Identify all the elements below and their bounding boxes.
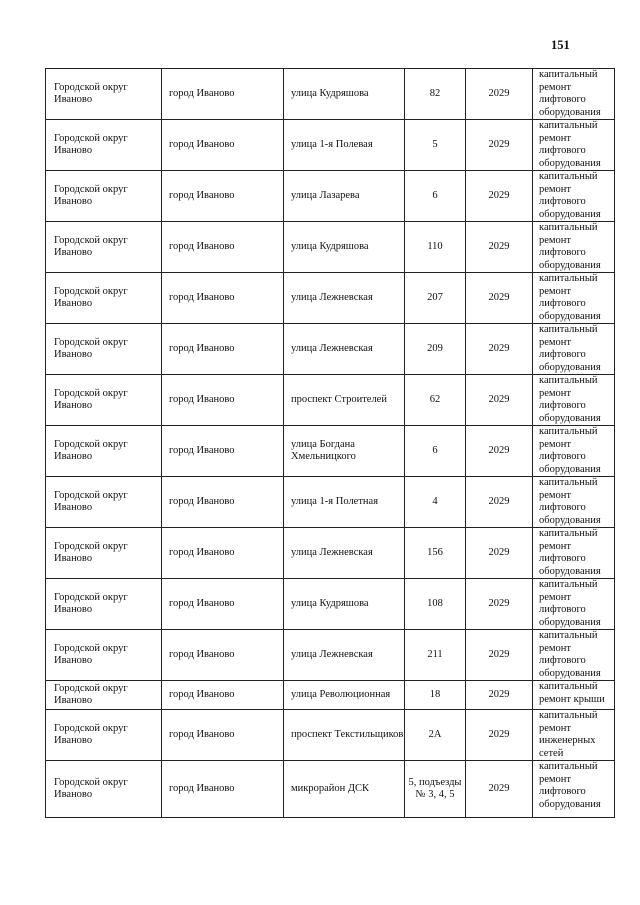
cell-street: улица Кудряшова	[284, 69, 405, 120]
cell-work-type: капитальный ремонт лифтового оборудования	[533, 528, 615, 579]
cell-work-type: капитальный ремонт лифтового оборудования	[533, 324, 615, 375]
cell-year: 2029	[466, 120, 533, 171]
cell-work-type: капитальный ремонт лифтового оборудования	[533, 579, 615, 630]
cell-year: 2029	[466, 761, 533, 818]
table-row	[46, 120, 615, 171]
cell-work-type: капитальный ремонт лифтового оборудования	[533, 171, 615, 222]
cell-settlement: город Иваново	[162, 477, 284, 528]
cell-settlement: город Иваново	[162, 375, 284, 426]
cell-settlement: город Иваново	[162, 630, 284, 681]
table-row	[46, 171, 615, 222]
cell-year: 2029	[466, 681, 533, 710]
cell-house-number: 5	[405, 120, 466, 171]
cell-municipal-district: Городской округ Иваново	[46, 426, 162, 477]
table-row	[46, 681, 615, 710]
cell-street: проспект Текстильщиков	[284, 710, 405, 761]
cell-year: 2029	[466, 273, 533, 324]
table-row	[46, 324, 615, 375]
table-row	[46, 222, 615, 273]
cell-house-number: 108	[405, 579, 466, 630]
cell-year: 2029	[466, 477, 533, 528]
table-row	[46, 426, 615, 477]
cell-work-type: капитальный ремонт лифтового оборудования	[533, 477, 615, 528]
cell-year: 2029	[466, 579, 533, 630]
cell-house-number: 6	[405, 426, 466, 477]
cell-street: улица Лежневская	[284, 630, 405, 681]
cell-municipal-district: Городской округ Иваново	[46, 222, 162, 273]
table-row	[46, 273, 615, 324]
cell-street: улица Богдана Хмельницкого	[284, 426, 405, 477]
cell-settlement: город Иваново	[162, 710, 284, 761]
cell-settlement: город Иваново	[162, 426, 284, 477]
cell-work-type: капитальный ремонт лифтового оборудования	[533, 222, 615, 273]
cell-settlement: город Иваново	[162, 579, 284, 630]
page-number: 151	[551, 38, 570, 52]
cell-house-number: 156	[405, 528, 466, 579]
cell-street: улица Лежневская	[284, 324, 405, 375]
table-row	[46, 528, 615, 579]
cell-house-number: 207	[405, 273, 466, 324]
table-body	[46, 69, 615, 818]
cell-street: улица Революционная	[284, 681, 405, 710]
cell-municipal-district: Городской округ Иваново	[46, 69, 162, 120]
table-row	[46, 69, 615, 120]
cell-settlement: город Иваново	[162, 681, 284, 710]
cell-year: 2029	[466, 630, 533, 681]
cell-settlement: город Иваново	[162, 324, 284, 375]
cell-settlement: город Иваново	[162, 69, 284, 120]
cell-municipal-district: Городской округ Иваново	[46, 324, 162, 375]
cell-settlement: город Иваново	[162, 222, 284, 273]
cell-year: 2029	[466, 528, 533, 579]
cell-work-type: капитальный ремонт лифтового оборудования	[533, 761, 615, 818]
table-row	[46, 579, 615, 630]
cell-work-type: капитальный ремонт лифтового оборудования	[533, 273, 615, 324]
cell-municipal-district: Городской округ Иваново	[46, 171, 162, 222]
cell-settlement: город Иваново	[162, 273, 284, 324]
cell-work-type: капитальный ремонт лифтового оборудования	[533, 426, 615, 477]
cell-year: 2029	[466, 222, 533, 273]
cell-work-type: капитальный ремонт лифтового оборудования	[533, 375, 615, 426]
cell-municipal-district: Городской округ Иваново	[46, 579, 162, 630]
cell-street: улица 1-я Полевая	[284, 120, 405, 171]
cell-street: улица Лазарева	[284, 171, 405, 222]
cell-settlement: город Иваново	[162, 528, 284, 579]
cell-house-number: 110	[405, 222, 466, 273]
cell-work-type: капитальный ремонт лифтового оборудования	[533, 120, 615, 171]
cell-municipal-district: Городской округ Иваново	[46, 120, 162, 171]
cell-house-number: 6	[405, 171, 466, 222]
cell-municipal-district: Городской округ Иваново	[46, 681, 162, 710]
cell-street: улица Лежневская	[284, 273, 405, 324]
cell-year: 2029	[466, 69, 533, 120]
cell-work-type: капитальный ремонт крыши	[533, 681, 615, 710]
cell-municipal-district: Городской округ Иваново	[46, 528, 162, 579]
cell-work-type: капитальный ремонт лифтового оборудования	[533, 630, 615, 681]
cell-street: улица Кудряшова	[284, 222, 405, 273]
cell-street: улица Лежневская	[284, 528, 405, 579]
cell-year: 2029	[466, 375, 533, 426]
cell-year: 2029	[466, 426, 533, 477]
cell-work-type: капитальный ремонт лифтового оборудования	[533, 69, 615, 120]
table-row	[46, 761, 615, 818]
cell-street: проспект Строителей	[284, 375, 405, 426]
cell-work-type: капитальный ремонт инженерных сетей	[533, 710, 615, 761]
cell-municipal-district: Городской округ Иваново	[46, 477, 162, 528]
cell-house-number: 211	[405, 630, 466, 681]
cell-municipal-district: Городской округ Иваново	[46, 710, 162, 761]
cell-municipal-district: Городской округ Иваново	[46, 630, 162, 681]
cell-municipal-district: Городской округ Иваново	[46, 375, 162, 426]
cell-settlement: город Иваново	[162, 171, 284, 222]
cell-house-number: 2А	[405, 710, 466, 761]
table-row	[46, 375, 615, 426]
cell-settlement: город Иваново	[162, 120, 284, 171]
cell-house-number: 62	[405, 375, 466, 426]
cell-house-number: 82	[405, 69, 466, 120]
cell-year: 2029	[466, 710, 533, 761]
cell-house-number: 5, подъезды № 3, 4, 5	[405, 761, 466, 818]
cell-house-number: 209	[405, 324, 466, 375]
table-row	[46, 710, 615, 761]
cell-street: микрорайон ДСК	[284, 761, 405, 818]
table-row	[46, 477, 615, 528]
cell-year: 2029	[466, 171, 533, 222]
repair-schedule-table	[45, 68, 615, 818]
cell-year: 2029	[466, 324, 533, 375]
cell-street: улица 1-я Полетная	[284, 477, 405, 528]
table-row	[46, 630, 615, 681]
cell-settlement: город Иваново	[162, 761, 284, 818]
cell-street: улица Кудряшова	[284, 579, 405, 630]
cell-house-number: 18	[405, 681, 466, 710]
cell-municipal-district: Городской округ Иваново	[46, 273, 162, 324]
cell-municipal-district: Городской округ Иваново	[46, 761, 162, 818]
cell-house-number: 4	[405, 477, 466, 528]
